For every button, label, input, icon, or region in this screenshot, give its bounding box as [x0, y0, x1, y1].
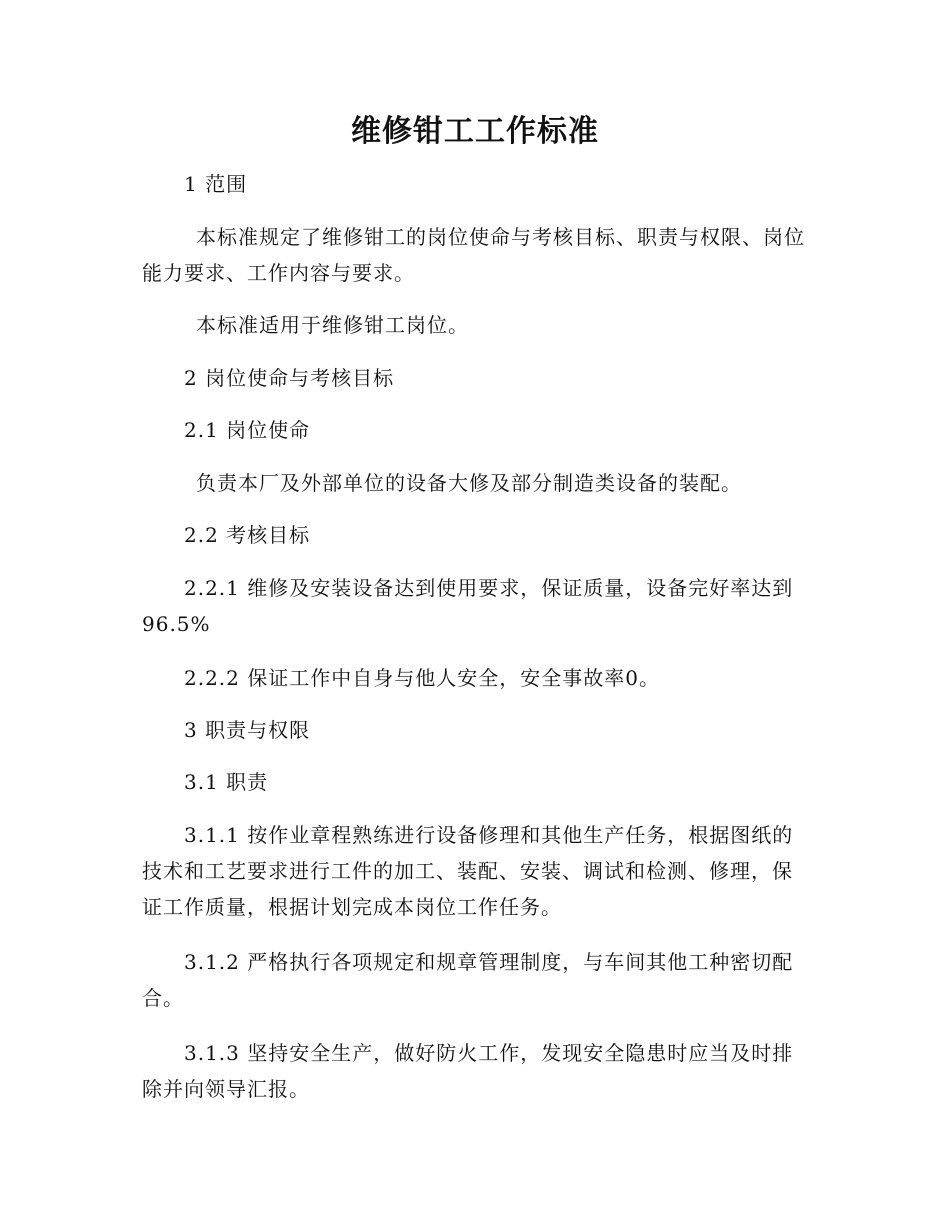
section-heading-1: 1 范围: [184, 172, 248, 196]
subsection-heading-2-1: 2.1 岗位使命: [184, 418, 311, 442]
paragraph-applicability: 本标准适用于维修钳工岗位。: [196, 313, 469, 337]
paragraph-mission: 负责本厂及外部单位的设备大修及部分制造类设备的装配。: [196, 471, 742, 495]
document-title: 维修钳工工作标准: [351, 114, 599, 149]
subsection-heading-2-2: 2.2 考核目标: [184, 523, 311, 547]
paragraph-3-1-1: 3.1.1 按作业章程熟练进行设备修理和其他生产任务，根据图纸的技术和工艺要求进行工件的加工、装配、安装、调试和检测、修理，保证工作质量，根据计划完成本岗位工作任务。: [142, 823, 794, 919]
section-heading-3: 3 职责与权限: [184, 718, 311, 742]
subsection-heading-3-1: 3.1 职责: [184, 770, 269, 794]
paragraph-scope: 本标准规定了维修钳工的岗位使命与考核目标、职责与权限、岗位能力要求、工作内容与要求。: [142, 225, 805, 285]
paragraph-2-2-1: 2.2.1 维修及安装设备达到使用要求，保证质量，设备完好率达到96.5%: [142, 576, 794, 636]
paragraph-2-2-2: 2.2.2 保证工作中自身与他人安全，安全事故率0。: [184, 666, 660, 690]
paragraph-3-1-3: 3.1.3 坚持安全生产，做好防火工作，发现安全隐患时应当及时排除并向领导汇报。: [142, 1041, 794, 1101]
paragraph-3-1-2: 3.1.2 严格执行各项规定和规章管理制度，与车间其他工种密切配合。: [142, 950, 794, 1010]
section-heading-2: 2 岗位使命与考核目标: [184, 366, 395, 390]
